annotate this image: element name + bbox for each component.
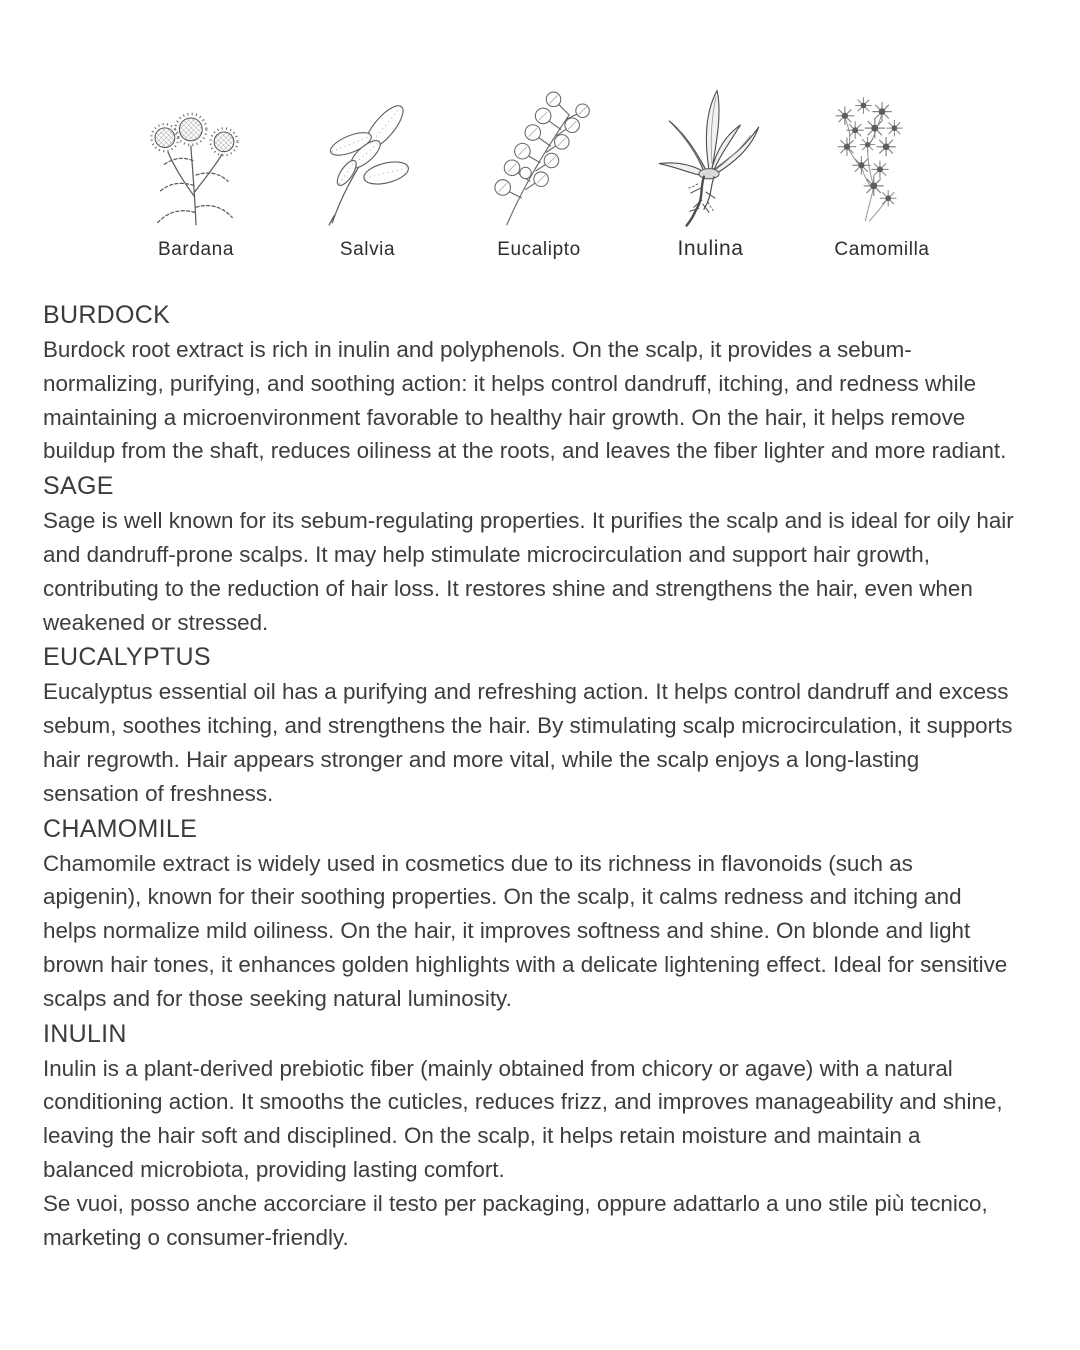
section-body-inulin: Inulin is a plant-derived prebiotic fiber (mainly obtained from chicory or agave) with a natural conditioning action. It smooths the cuticles, reduces frizz, and improves manageability and shine, leaving the hair soft and disciplined. On the scalp, it helps retain moisture and maintain a balanced microbiota, providing lasting comfort.	[43, 1055, 1003, 1182]
section-body-eucalyptus: Eucalyptus essential oil has a purifying and refreshing action. It helps control dandruff and excess sebum, soothes itching, and strengthens the hair. By stimulating scalp microcirculation, it supports hair regrowth. Hair appears stronger and more vital, while the scalp enjoys a long-lasting sensation of freshness.	[43, 679, 1013, 806]
herb-figure-inulina	[631, 89, 791, 261]
section-heading-burdock: BURDOCK	[43, 301, 171, 329]
footer-note: Se vuoi, posso anche accorciare il testo per packaging, oppure adattarlo a uno stile più tecnico, marketing o consumer-friendly.	[43, 1190, 988, 1250]
section-body-sage: Sage is well known for its sebum-regulating properties. It purifies the scalp and is ideal for oily hair and dandruff-prone scalps. It may help stimulate microcirculation and support hair growth, contributing to the reduction of hair loss. It restores shine and strengthens the hair, even when weakened or stressed.	[43, 508, 1014, 635]
eucalyptus-branch-icon	[475, 86, 603, 230]
herb-label-camomilla: Camomilla	[834, 239, 930, 260]
section-heading-sage: SAGE	[43, 472, 114, 501]
chamomile-flowers-icon	[816, 86, 948, 230]
herb-label-inulina: Inulina	[677, 237, 744, 260]
herb-figure-salvia	[288, 86, 448, 261]
herb-figure-eucalipto	[459, 86, 619, 261]
sage-sprig-icon	[302, 86, 434, 230]
section-heading-chamomile: CHAMOMILE	[43, 814, 198, 843]
ingredient-descriptions	[0, 261, 1080, 1254]
herb-figure-camomilla	[802, 86, 962, 261]
burdock-plant-icon	[133, 86, 259, 230]
section-heading-inulin: INULIN	[43, 1019, 127, 1048]
section-body-chamomile: Chamomile extract is widely used in cosmetics due to its richness in flavonoids (such as apigenin), known for their soothing properties. On the scalp, it calms redness and itching and helps normalize mild oiliness. On the hair, it improves softness and shine. On blonde and light brown hair tones, it enhances golden highlights with a delicate lightening effect. Ideal for sensitive scalps and for those seeking natural luminosity.	[43, 850, 1008, 1011]
section-heading-eucalyptus: EUCALYPTUS	[43, 643, 211, 672]
herb-label-eucalipto: Eucalipto	[497, 239, 581, 260]
section-body-burdock: Burdock root extract is rich in inulin and polyphenols. On the scalp, it provides a sebum-normalizing, purifying, and soothing action: it helps control dandruff, itching, and redness while maintaining a microenvironment favorable to healthy hair growth. On the hair, it helps remove buildup from the shaft, reduces oiliness at the roots, and leaves the fiber lighter and more radiant.	[43, 337, 1007, 464]
inulin-chicory-root-icon	[645, 89, 777, 233]
herb-label-bardana: Bardana	[157, 239, 235, 260]
herb-figure-bardana	[116, 86, 276, 261]
herb-label-salvia: Salvia	[339, 239, 396, 260]
herb-illustrations-row	[0, 0, 1080, 261]
